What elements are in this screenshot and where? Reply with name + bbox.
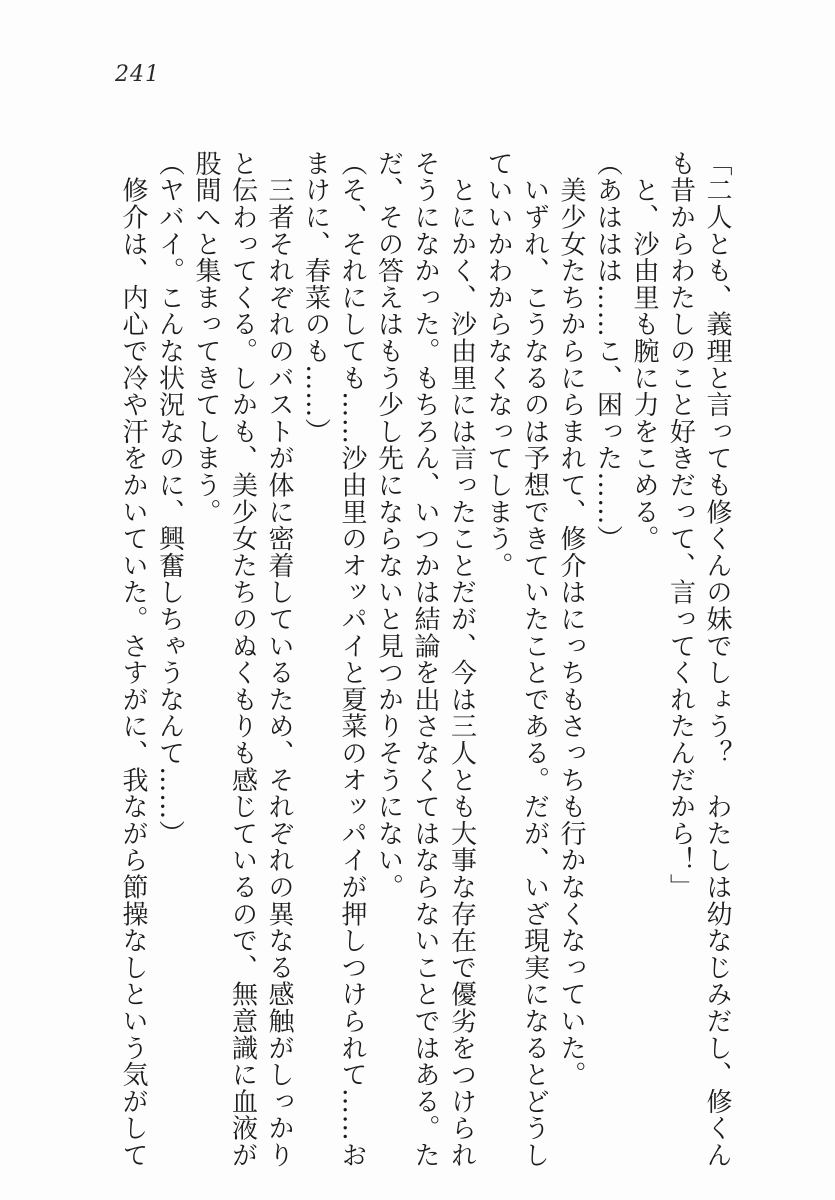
text-line: だ、その答えはもう少し先にならないと見つかりそうにない。 [373, 150, 404, 901]
text-line: 股間へと集まってきてしまう。 [191, 150, 221, 526]
text-line: まけに、春菜のも……） [300, 150, 331, 445]
text-line: も昔からわたしのこと好きだって、言ってくれたんだから！」 [665, 150, 696, 901]
text-line: （そ、それにしても……沙由里のオッパイと夏菜のオッパイが押しつけられて……お [337, 150, 367, 1169]
text-line: そうになかった。もちろん、いつかは結論を出さなくてはならないことではある。た [410, 150, 440, 1169]
text-line: 「二人とも、義理と言っても修くんの妹でしょう？ わたしは幼なじみだし、修くん [702, 150, 732, 1169]
page-number: 241 [115, 62, 160, 87]
text-line: 三者それぞれのバストが体に密着しているため、それぞれの異なる感触がしっかり [264, 150, 294, 1169]
body-text [118, 150, 735, 1169]
text-line: ていいかわからなくなってしまう。 [483, 150, 513, 579]
text-line: と、沙由里も腕に力をこめる。 [629, 150, 659, 552]
text-line: （ヤバイ。こんな状況なのに、興奮しちゃうなんて……） [154, 150, 185, 847]
text-line: いずれ、こうなるのは予想できていたことである。だが、いざ現実になるとどうし [519, 150, 550, 1169]
text-line: とにかく、沙由里には言ったことだが、今は三人とも大事な存在で優劣をつけられ [446, 150, 477, 1169]
text-column [118, 150, 735, 1169]
text-line: （あははは……こ、困った……） [592, 150, 623, 552]
text-line: と伝わってくる。しかも、美少女たちのぬくもりも感じているので、無意識に血液が [227, 150, 258, 1169]
text-line: 修介は、内心で冷や汗をかいていた。さすがに、我ながら節操なしという気がして [118, 150, 148, 1169]
text-line: 美少女たちからにらまれて、修介はにっちもさっちも行かなくなっていた。 [556, 150, 586, 1088]
